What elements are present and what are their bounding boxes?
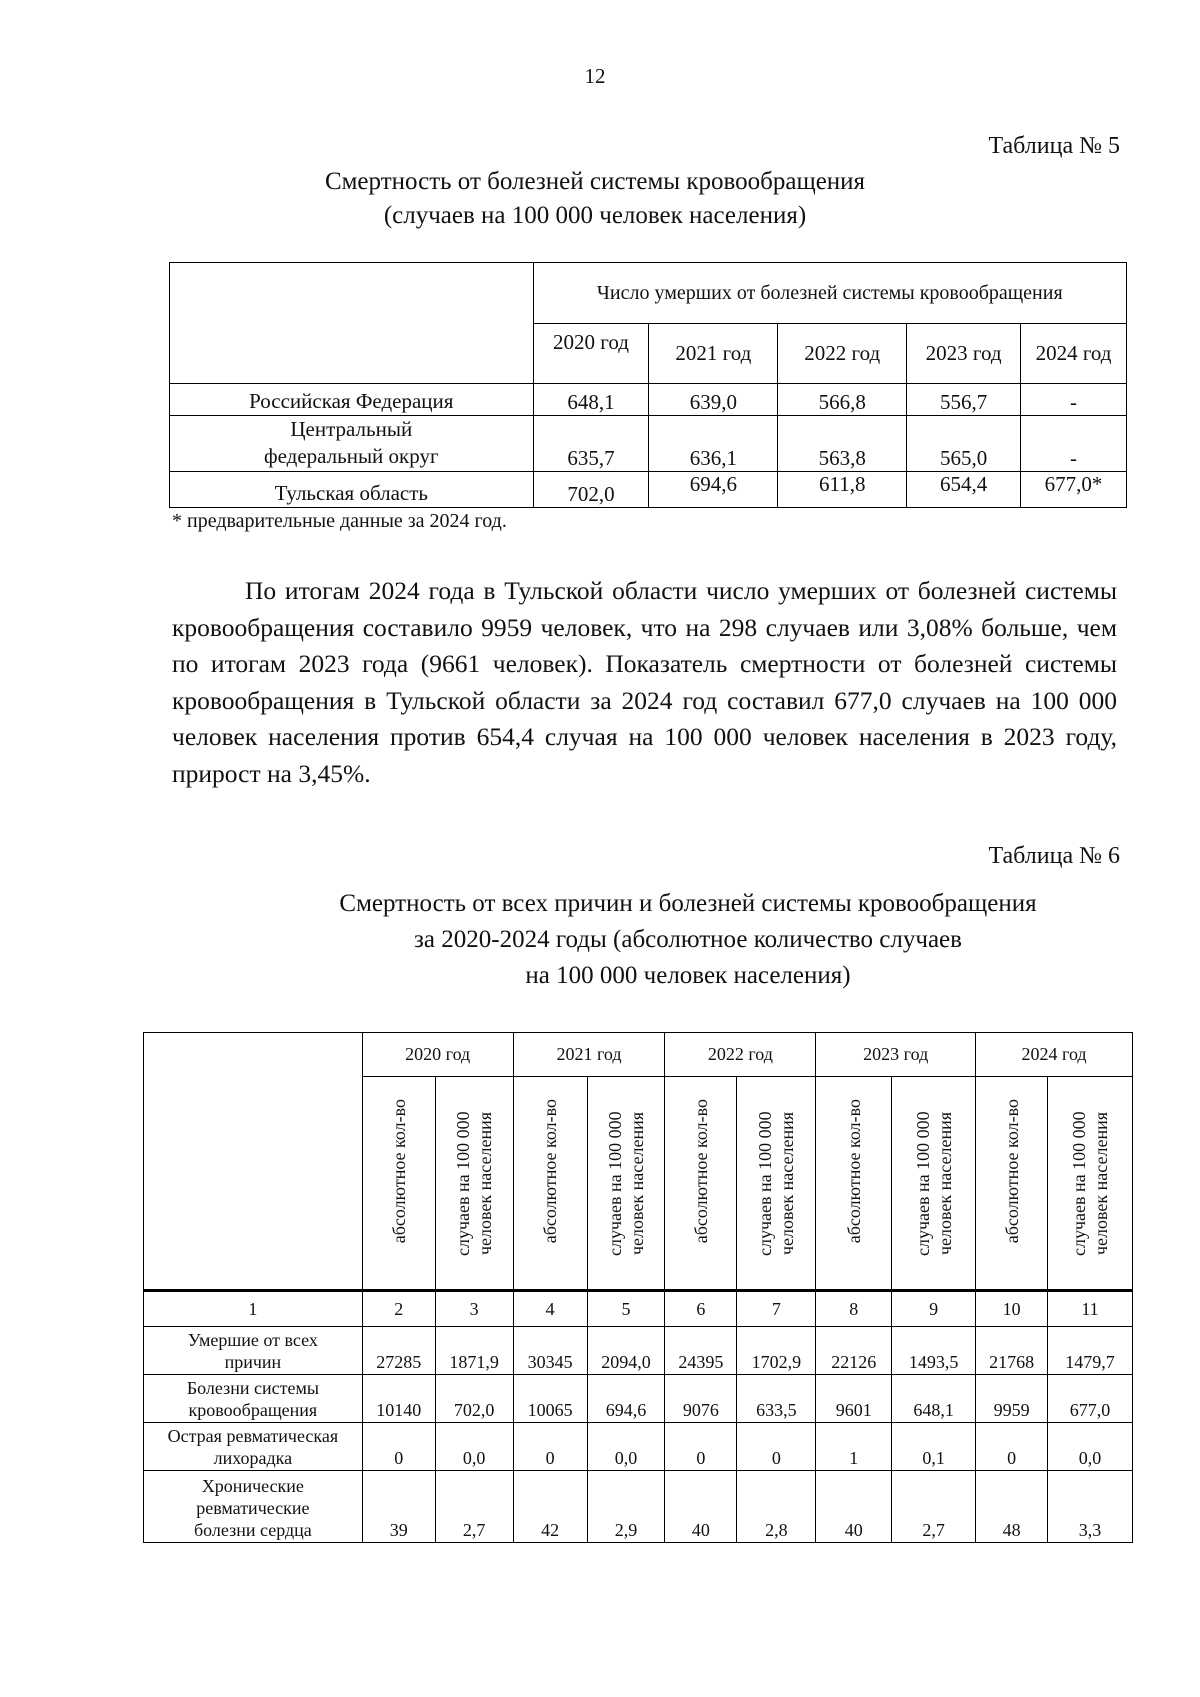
table6-col-number: 10 xyxy=(976,1291,1048,1327)
table6-cell: 9601 xyxy=(816,1375,892,1423)
table6-cell: 2,7 xyxy=(435,1471,513,1543)
table5-year-header: 2021 год xyxy=(649,324,778,384)
table6-col-number: 8 xyxy=(816,1291,892,1327)
table6-col-header-rate: случаев на 100 000 человек населения xyxy=(892,1077,976,1291)
table6-col-number: 1 xyxy=(144,1291,363,1327)
table5-cell: 635,7 xyxy=(533,416,649,472)
table6-col-header-absolute: абсолютное кол-во xyxy=(362,1077,435,1291)
table6-title-line2: за 2020-2024 годы (абсолютное количество случаев xyxy=(414,926,962,953)
table5-cell: 636,1 xyxy=(649,416,778,472)
table6-corner-cell xyxy=(144,1033,363,1291)
table-row xyxy=(170,472,1127,508)
table5-cell: 611,8 xyxy=(778,472,907,508)
table6-cell: 9076 xyxy=(665,1375,737,1423)
table6-cell: 0,0 xyxy=(1048,1423,1133,1471)
table5-cell: 702,0 xyxy=(533,472,649,508)
table6-cell: 648,1 xyxy=(892,1375,976,1423)
mortality-table-6 xyxy=(143,1032,1133,1543)
table5-cell: 694,6 xyxy=(649,472,778,508)
table6-col-header-rate: случаев на 100 000 человек населения xyxy=(737,1077,816,1291)
table6-col-number: 2 xyxy=(362,1291,435,1327)
table6-cell: 1 xyxy=(816,1423,892,1471)
table6-cell: 9959 xyxy=(976,1375,1048,1423)
table6-col-number: 9 xyxy=(892,1291,976,1327)
table5-cell: 565,0 xyxy=(907,416,1021,472)
table6-cell: 2,7 xyxy=(892,1471,976,1543)
table5-year-header: 2023 год xyxy=(907,324,1021,384)
table6-col-number: 7 xyxy=(737,1291,816,1327)
table5-cell: - xyxy=(1021,384,1127,416)
table5-year-header: 2022 год xyxy=(778,324,907,384)
table6-col-header-absolute: абсолютное кол-во xyxy=(665,1077,737,1291)
table6-cell: 702,0 xyxy=(435,1375,513,1423)
table6-title xyxy=(93,886,1200,994)
body-paragraph: По итогам 2024 года в Тульской области число умерших от болезней системы кровообращения составило 9959 человек, что на 298 случаев или 3,08% больше, чем по итогам 2023 года (9661 человек). Показатель смертности от болезней системы кровообращения в Тульской области за 2024 год составил 677,0 случаев на 100 000 человек населения против 654,4 случая на 100 000 человек населения в 2023 году, прирост на 3,45%. xyxy=(172,576,1117,788)
table6-cell: 0,1 xyxy=(892,1423,976,1471)
table6-cell: 0 xyxy=(362,1423,435,1471)
table5-cell: 677,0* xyxy=(1021,472,1127,508)
table5-title xyxy=(0,165,1190,233)
table6-year-header: 2022 год xyxy=(665,1033,816,1077)
table6-col-header-absolute: абсолютное кол-во xyxy=(513,1077,587,1291)
table6-cell: 1871,9 xyxy=(435,1327,513,1375)
table6-cell: 30345 xyxy=(513,1327,587,1375)
table5-year-header: 2024 год xyxy=(1021,324,1127,384)
table6-title-line3: на 100 000 человек населения) xyxy=(525,962,851,989)
mortality-table-5 xyxy=(169,262,1127,508)
table5-row-label-line2: федеральный округ xyxy=(263,444,439,468)
table5-cell: - xyxy=(1021,416,1127,472)
table6-cell: 0 xyxy=(737,1423,816,1471)
table6-year-header: 2020 год xyxy=(362,1033,513,1077)
table5-cell: 654,4 xyxy=(907,472,1021,508)
table6-row-label: Умершие от всех причин xyxy=(144,1327,363,1375)
table5-row-label: Российская Федерация xyxy=(170,384,534,416)
table-row xyxy=(170,416,1127,472)
table6-cell: 2,9 xyxy=(587,1471,665,1543)
table-row xyxy=(170,384,1127,416)
table5-group-header: Число умерших от болезней системы кровообращения xyxy=(533,263,1126,324)
table6-cell: 10140 xyxy=(362,1375,435,1423)
table6-col-header-absolute: абсолютное кол-во xyxy=(976,1077,1048,1291)
table6-cell: 2,8 xyxy=(737,1471,816,1543)
table6-cell: 1493,5 xyxy=(892,1327,976,1375)
table6-cell: 1479,7 xyxy=(1048,1327,1133,1375)
table6-cell: 0,0 xyxy=(587,1423,665,1471)
table6-col-header-rate: случаев на 100 000 человек населения xyxy=(1048,1077,1133,1291)
table6-cell: 27285 xyxy=(362,1327,435,1375)
table6-row-label: Болезни системы кровообращения xyxy=(144,1375,363,1423)
table6-cell: 22126 xyxy=(816,1327,892,1375)
table6-cell: 40 xyxy=(816,1471,892,1543)
table5-title-line1: Смертность от болезней системы кровообращения xyxy=(324,168,866,195)
table6-cell: 10065 xyxy=(513,1375,587,1423)
table5-footnote: * предварительные данные за 2024 год. xyxy=(172,510,507,532)
table-row xyxy=(144,1423,1133,1471)
table5-row-label: Тульская область xyxy=(170,472,534,508)
table6-cell: 694,6 xyxy=(587,1375,665,1423)
table5-cell: 556,7 xyxy=(907,384,1021,416)
table6-row-label: Хронические ревматические болезни сердца xyxy=(144,1471,363,1543)
table6-cell: 40 xyxy=(665,1471,737,1543)
table6-col-number: 3 xyxy=(435,1291,513,1327)
table6-row-label: Острая ревматическая лихорадка xyxy=(144,1423,363,1471)
table6-year-header: 2023 год xyxy=(816,1033,976,1077)
table6-cell: 24395 xyxy=(665,1327,737,1375)
table-row xyxy=(144,1471,1133,1543)
table5-cell: 648,1 xyxy=(533,384,649,416)
table6-cell: 21768 xyxy=(976,1327,1048,1375)
table5-row-label xyxy=(170,416,534,472)
table6-cell: 677,0 xyxy=(1048,1375,1133,1423)
table5-title-line2: (случаев на 100 000 человек населения) xyxy=(383,202,807,229)
table6-cell: 3,3 xyxy=(1048,1471,1133,1543)
table5-row-label-line1: Центральный xyxy=(290,417,413,441)
page-number: 12 xyxy=(584,64,606,88)
table-row xyxy=(144,1327,1133,1375)
table6-col-number: 5 xyxy=(587,1291,665,1327)
table5-corner-cell xyxy=(170,263,534,384)
table5-cell: 566,8 xyxy=(778,384,907,416)
table6-cell: 2094,0 xyxy=(587,1327,665,1375)
table5-year-header: 2020 год xyxy=(533,324,649,384)
table6-col-header-absolute: абсолютное кол-во xyxy=(816,1077,892,1291)
table5-label: Таблица № 5 xyxy=(988,133,1120,159)
table6-col-number: 6 xyxy=(665,1291,737,1327)
table6-cell: 39 xyxy=(362,1471,435,1543)
table6-cell: 0 xyxy=(513,1423,587,1471)
table6-cell: 0 xyxy=(976,1423,1048,1471)
table-row xyxy=(144,1375,1133,1423)
table6-cell: 42 xyxy=(513,1471,587,1543)
table6-year-header: 2021 год xyxy=(513,1033,665,1077)
table6-col-header-rate: случаев на 100 000 человек населения xyxy=(435,1077,513,1291)
table6-cell: 633,5 xyxy=(737,1375,816,1423)
table6-year-header: 2024 год xyxy=(976,1033,1133,1077)
table6-cell: 1702,9 xyxy=(737,1327,816,1375)
table6-cell: 0 xyxy=(665,1423,737,1471)
table6-cell: 0,0 xyxy=(435,1423,513,1471)
table6-cell: 48 xyxy=(976,1471,1048,1543)
table6-title-line1: Смертность от всех причин и болезней системы кровообращения xyxy=(339,890,1037,917)
table5-cell: 563,8 xyxy=(778,416,907,472)
table6-col-number: 11 xyxy=(1048,1291,1133,1327)
table6-col-header-rate: случаев на 100 000 человек населения xyxy=(587,1077,665,1291)
table6-label: Таблица № 6 xyxy=(988,843,1120,869)
table6-col-number: 4 xyxy=(513,1291,587,1327)
table5-cell: 639,0 xyxy=(649,384,778,416)
